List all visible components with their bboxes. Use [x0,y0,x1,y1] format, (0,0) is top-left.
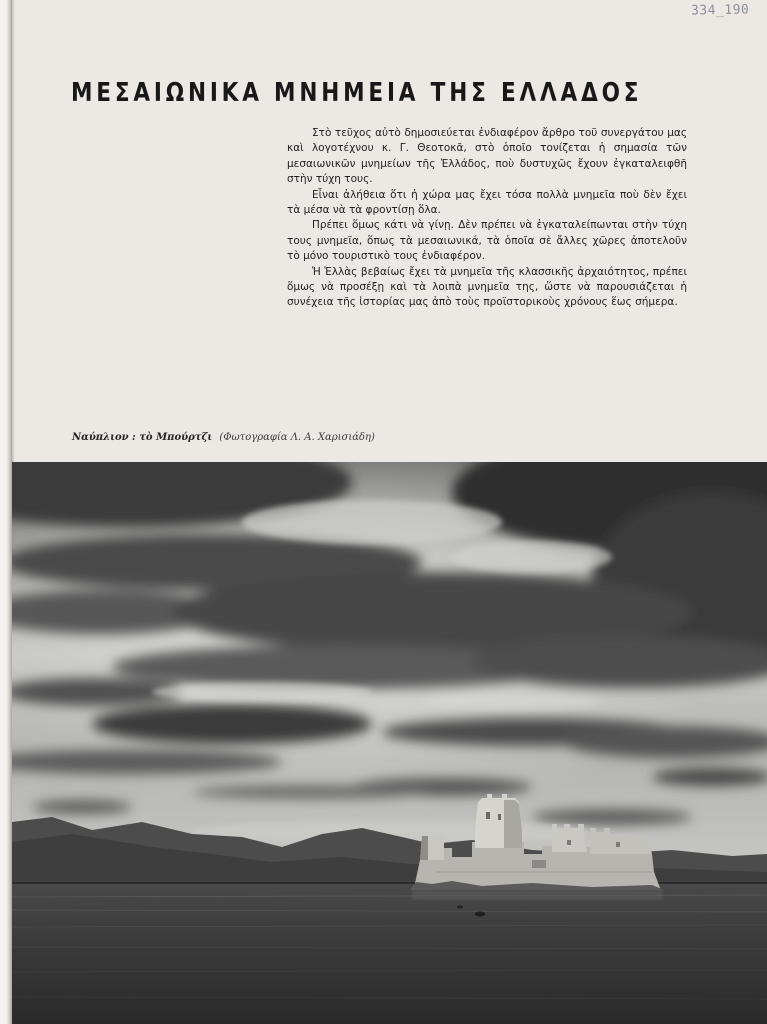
article-paragraph: Πρέπει ὅμως κάτι νὰ γίνῃ. Δὲν πρέπει νὰ ἐγκαταλείπωνται στὴν τύχη τους μνημεῖα, ὅπως τὰ μεσαιωνικά, τὰ ὁποῖα σὲ ἄλλες χῶρες ἀποτελοῦν τὸ μόνο τουριστικὸ τους ἐνδιαφέρον. [287,219,687,263]
photograph-image [12,462,767,1024]
photo-caption [72,432,375,443]
article-text [287,126,687,311]
page-binding [0,0,12,1024]
caption-credit: (Φωτογραφία Λ. Α. Χαρισιάδη) [219,432,375,443]
page-title: ΜΕΣΑΙΩΝΙΚΑ ΜΝΗΜΕΙΑ ΤΗΣ ΕΛΛΑΔΟΣ [71,78,643,108]
article-paragraph: Στὸ τεῦχος αὐτὸ δημοσιεύεται ἐνδιαφέρον ἄρθρο τοῦ συνεργάτου μας καὶ λογοτέχνου κ. Γ. Θεοτοκᾶ, στὸ ὁποῖο τονίζεται ἡ σημασία τῶν μεσαιωνικῶν μνημείων τῆς Ἑλλάδος, ποὺ δυστυχῶς ἔχουν ἐγκαταλειφθῆ στὴν τύχη τους. [287,127,687,186]
sea [12,882,767,1024]
article-paragraph: Ἡ Ἑλλὰς βεβαίως ἔχει τὰ μνημεῖα τῆς κλασσικῆς ἀρχαιότητος, πρέπει ὅμως νὰ προσέξῃ καὶ τὰ λοιπὰ μνημεῖα της, ὥστε νὰ παρουσιάζεται ἡ συνέχεια τῆς ἱστορίας μας ἀπὸ τοὺς προϊστορικοὺς χρόνους ἕως σήμερα. [287,265,687,309]
fortress-photograph [12,462,767,1024]
article-paragraph: Εἶναι ἀλήθεια ὅτι ἡ χώρα μας ἔχει τόσα πολλὰ μνημεῖα ποὺ δὲν ἔχει τὰ μέσα νὰ τὰ φροντίσῃ ὅλα. [287,188,687,217]
handwritten-annotation: 334_190 [690,2,750,19]
caption-place: Ναύπλιον : τὸ Μπούρτζι [72,432,213,443]
